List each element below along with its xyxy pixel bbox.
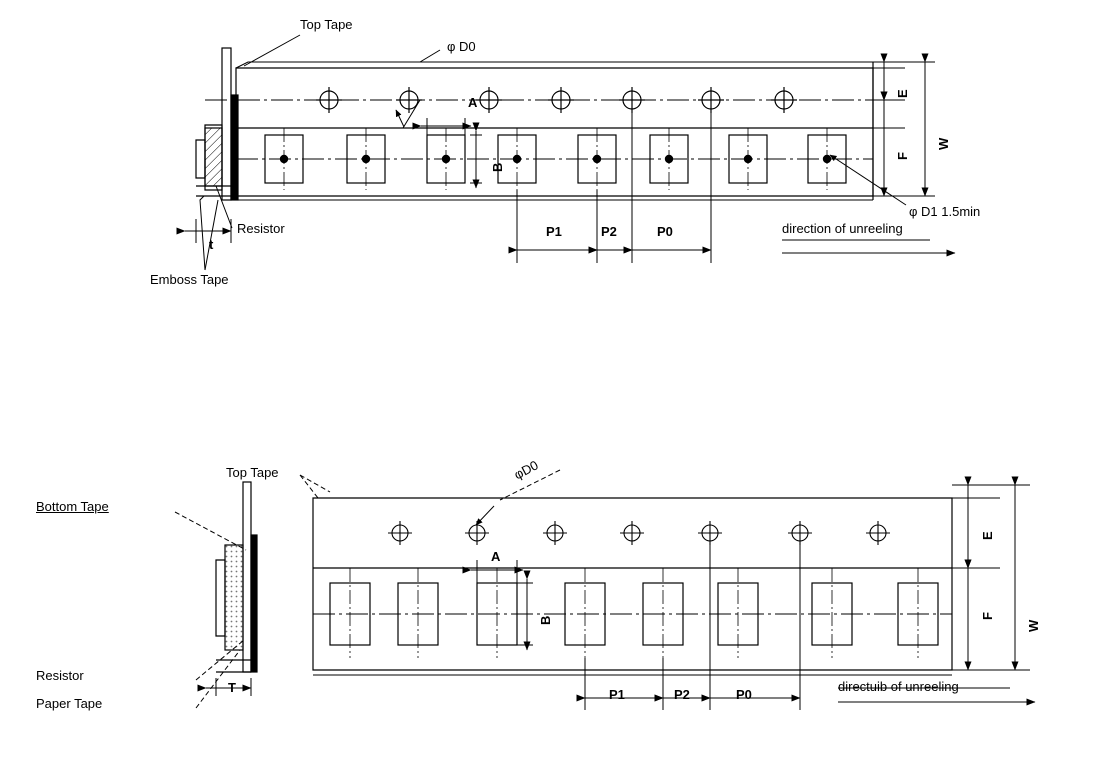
- resistor-label-bottom: Resistor: [36, 668, 84, 683]
- dimension-e-bottom: E: [980, 531, 995, 540]
- dimension-b-bottom: B: [538, 615, 553, 625]
- bottom-tape-label: Bottom Tape: [36, 499, 109, 514]
- top-tape-label-top: Top Tape: [300, 17, 353, 32]
- paper-tape-label: Paper Tape: [36, 696, 103, 711]
- dimension-w-bottom: W: [1026, 619, 1041, 632]
- dimension-f-top: F: [895, 152, 910, 160]
- dimension-t-top: t: [209, 237, 214, 252]
- phi-d0-label-top: φ D0: [447, 39, 476, 54]
- dimension-p1-bottom: P1: [609, 687, 625, 702]
- resistor-label-top: Resistor: [237, 221, 285, 236]
- dimension-p2-top: P2: [601, 224, 617, 239]
- phi-d1-label: φ D1 1.5min: [909, 204, 981, 219]
- bottom-view-drawing: [0, 440, 1111, 770]
- dimension-e-top: E: [895, 89, 910, 98]
- dimension-p0-top: P0: [657, 224, 673, 239]
- dimension-w-top: W: [936, 137, 951, 150]
- direction-of-unreeling-top: direction of unreeling: [782, 221, 903, 236]
- dimension-p0-bottom: P0: [736, 687, 752, 702]
- dimension-a-bottom: A: [491, 549, 501, 564]
- phi-d0-label-bottom: φD0: [511, 457, 541, 483]
- emboss-tape-label: Emboss Tape: [150, 272, 229, 287]
- dimension-p2-bottom: P2: [674, 687, 690, 702]
- dimension-f-bottom: F: [980, 612, 995, 620]
- dimension-b-top: B: [490, 162, 505, 172]
- dimension-t-bottom: T: [228, 680, 236, 695]
- top-tape-label-bottom: Top Tape: [226, 465, 279, 480]
- direction-of-unreeling-bottom: directuib of unreeling: [838, 679, 959, 694]
- dimension-a-top: A: [468, 95, 478, 110]
- dimension-p1-top: P1: [546, 224, 562, 239]
